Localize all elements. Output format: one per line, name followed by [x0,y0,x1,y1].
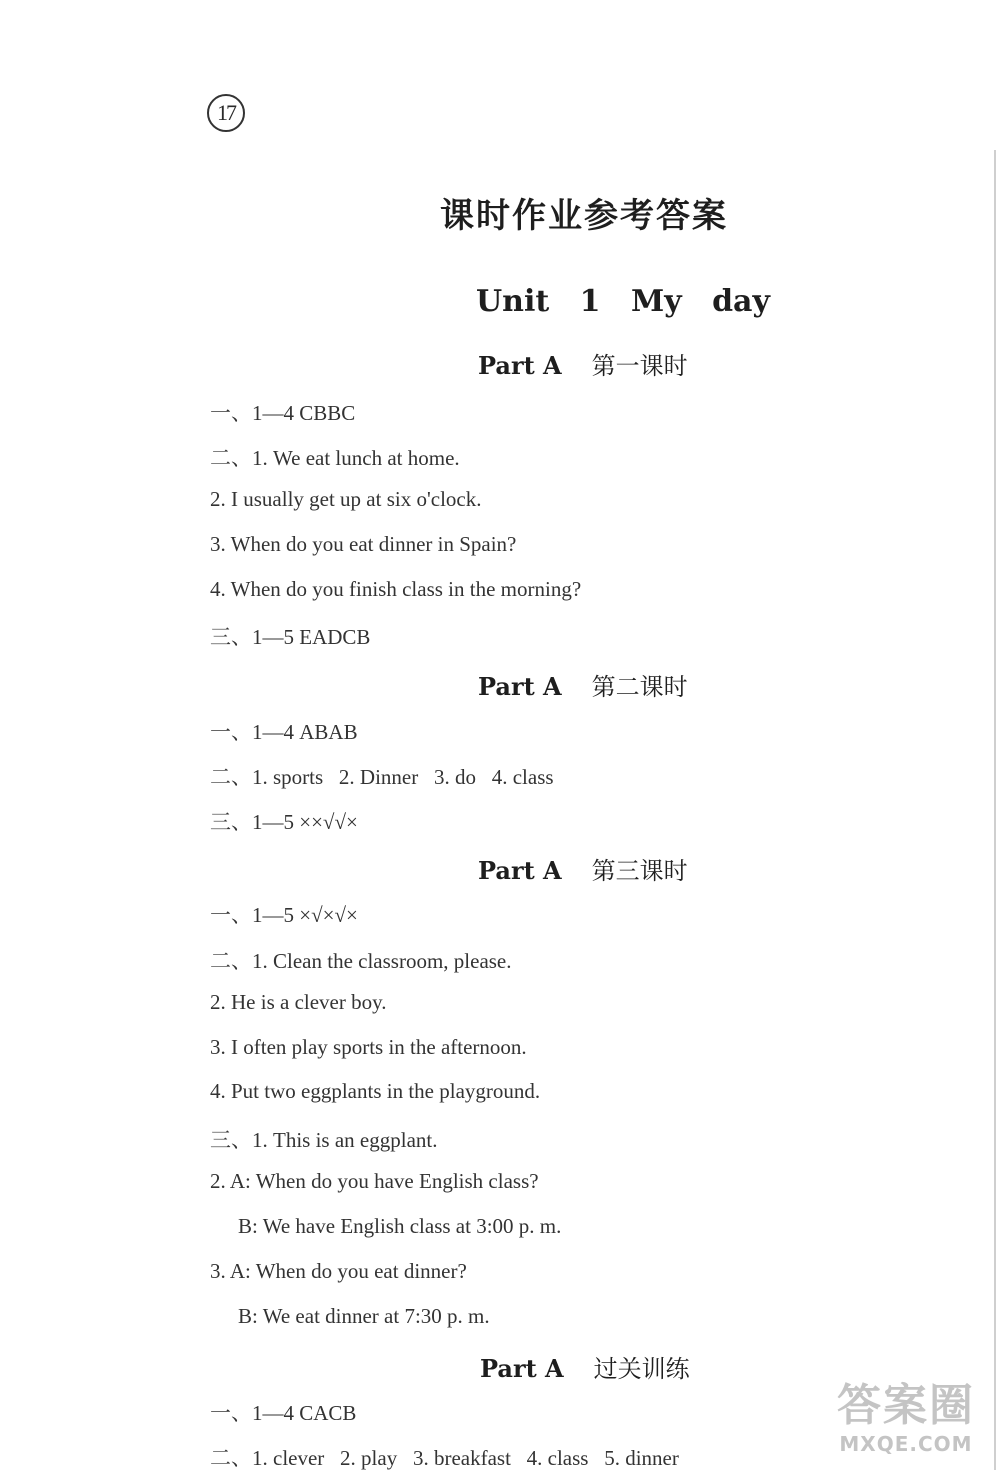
answer-line: 2. I usually get up at six o'clock. [210,487,482,511]
page-title: 课时作业参考答案 [440,196,728,236]
watermark-url: MXQE.COM [839,1432,973,1456]
answer-line: 三、1—5 EADCB [210,625,371,649]
section-part-label: Part A [478,672,562,701]
section-heading-2 [478,667,688,702]
answer-line: 一、1—4 CBBC [210,401,356,425]
answer-line: 2. He is a clever boy. [210,990,387,1014]
answer-line: 二、1. Clean the classroom, please. [210,949,512,973]
section-lesson-label: 第三课时 [591,857,688,885]
section-lesson-label: 过关训练 [593,1355,690,1383]
page-number: 17 [207,94,245,132]
answer-line: B: We have English class at 3:00 p. m. [238,1214,562,1238]
answer-line: 三、1—5 ××√√× [210,810,358,834]
answer-line: 4. Put two eggplants in the playground. [210,1079,541,1103]
answer-line: 二、1. clever 2. play 3. breakfast 4. class 5. dinner [210,1446,679,1470]
section-lesson-label: 第二课时 [591,673,688,701]
answer-line: 4. When do you finish class in the morning? [210,577,582,601]
section-lesson-label: 第一课时 [591,352,688,380]
answer-line: 一、1—4 CACB [210,1401,357,1425]
watermark-logo [820,1380,992,1465]
answer-line: 2. A: When do you have English class? [210,1169,539,1193]
page-edge-line [994,150,996,1470]
answer-line: B: We eat dinner at 7:30 p. m. [238,1304,490,1328]
section-part-label: Part A [478,351,562,380]
section-part-label: Part A [478,856,562,885]
watermark-text: 答案圈 [837,1380,975,1431]
answer-line: 3. I often play sports in the afternoon. [210,1035,527,1059]
answer-line: 三、1. This is an eggplant. [210,1128,438,1152]
answer-line: 3. When do you eat dinner in Spain? [210,532,517,556]
section-heading-1 [478,346,688,381]
answer-line: 一、1—4 ABAB [210,720,358,744]
unit-title: Unit 1 My day [476,284,770,319]
section-heading-4 [480,1349,690,1384]
answer-line: 一、1—5 ×√×√× [210,903,358,927]
answer-line: 二、1. sports 2. Dinner 3. do 4. class [210,765,554,789]
section-part-label: Part A [480,1354,564,1383]
section-heading-3 [478,851,688,886]
answer-line: 3. A: When do you eat dinner? [210,1259,467,1283]
answer-line: 二、1. We eat lunch at home. [210,446,460,470]
